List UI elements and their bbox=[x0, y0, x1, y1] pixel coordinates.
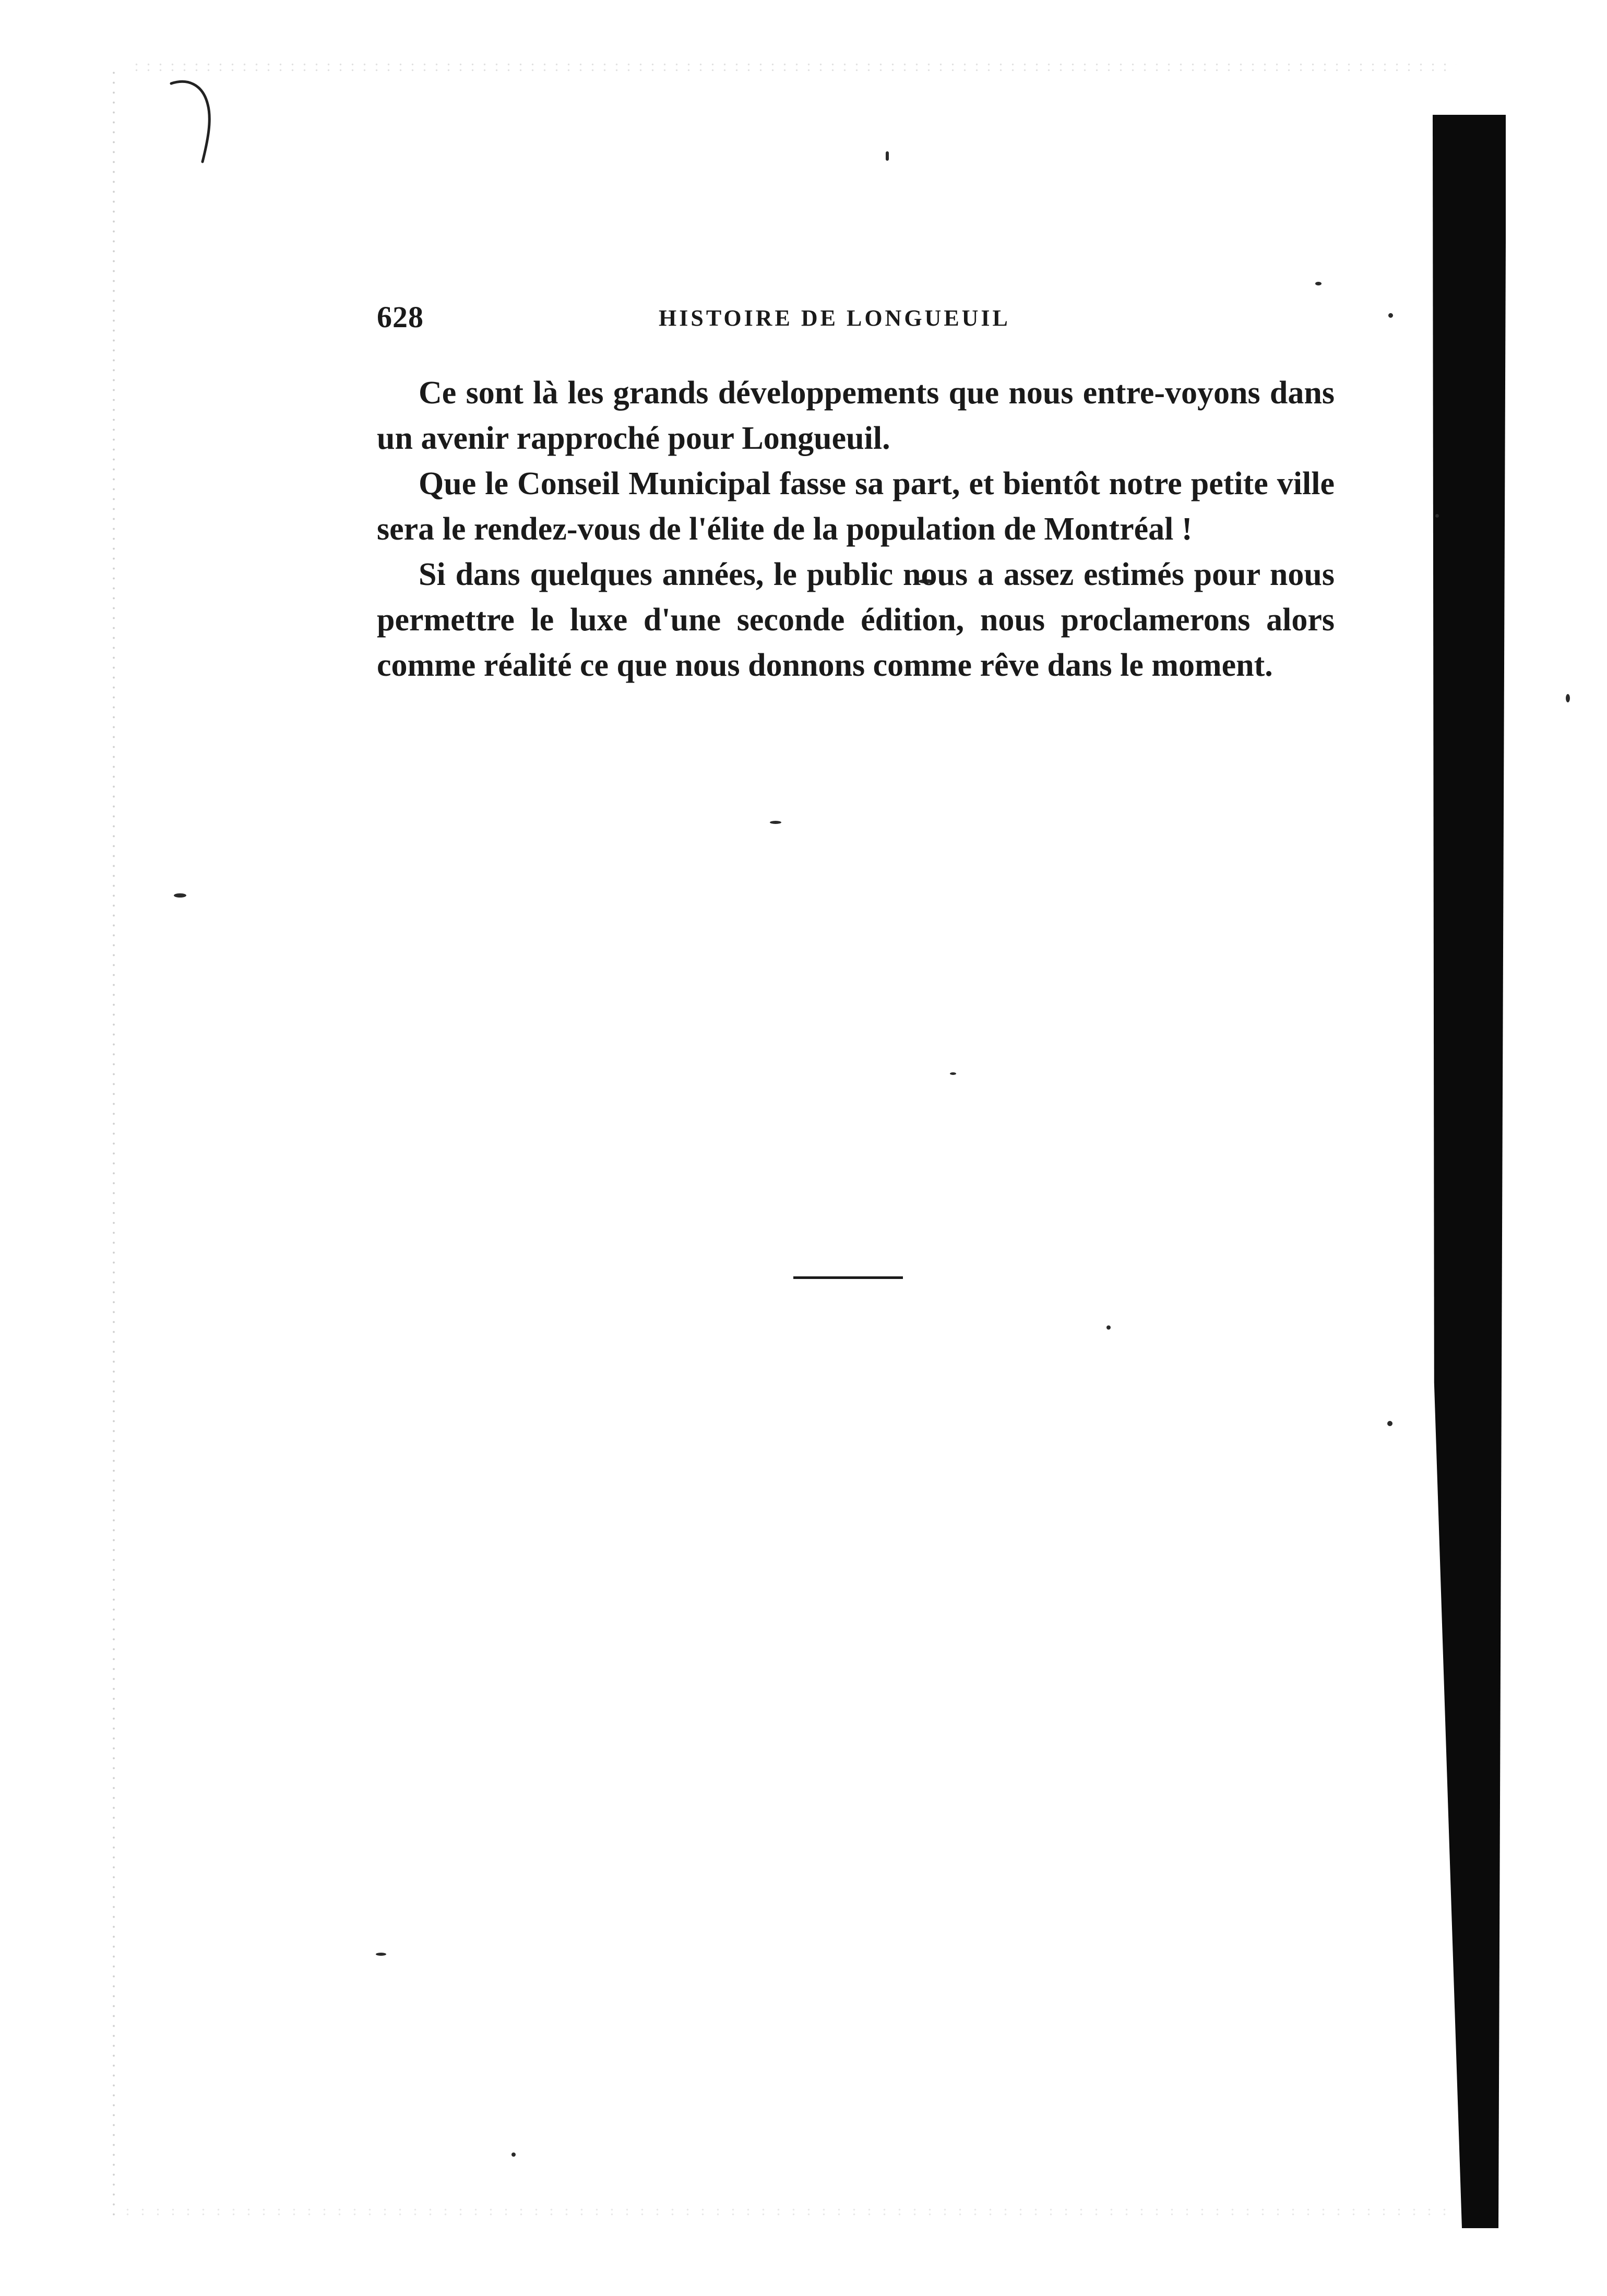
scan-speck bbox=[886, 151, 889, 161]
page-header bbox=[377, 300, 1335, 336]
page-left-edge-speckle bbox=[107, 68, 121, 2223]
scan-speck bbox=[770, 821, 781, 824]
scan-speck bbox=[511, 2152, 516, 2157]
running-head: HISTOIRE DE LONGUEUIL bbox=[659, 305, 1010, 331]
page-top-edge-speckle bbox=[130, 62, 1456, 73]
scan-speck bbox=[1387, 1421, 1392, 1426]
scan-speck bbox=[1315, 282, 1322, 285]
section-end-rule bbox=[793, 1276, 903, 1279]
paragraph: Si dans quelques années, le public nous a assez estimés pour nous permettre le luxe d'une seconde édition, nous proclamerons alors comme réalité ce que nous donnons comme rêve dans le moment. bbox=[377, 557, 1335, 683]
paragraph: Que le Conseil Municipal fasse sa part, et bientôt notre petite ville sera le rendez-vous de l'élite de la population de Montréal ! bbox=[377, 466, 1335, 547]
scan-speck bbox=[174, 893, 186, 898]
corner-pen-mark bbox=[166, 73, 229, 167]
body-text bbox=[377, 370, 1335, 688]
scan-speck bbox=[1435, 514, 1439, 518]
scan-speck bbox=[1106, 1325, 1111, 1330]
scan-speck bbox=[950, 1072, 956, 1075]
scan-speck bbox=[376, 1953, 386, 1956]
page-number: 628 bbox=[377, 300, 424, 334]
page-bottom-edge-speckle bbox=[120, 2207, 1456, 2217]
scan-speck bbox=[1566, 694, 1570, 702]
paragraph: Ce sont là les grands développements que nous entre-voyons dans un avenir rapproché pour Longueuil. bbox=[377, 375, 1335, 456]
scan-speck bbox=[1388, 313, 1393, 318]
binding-shadow-bar bbox=[1433, 115, 1506, 2228]
